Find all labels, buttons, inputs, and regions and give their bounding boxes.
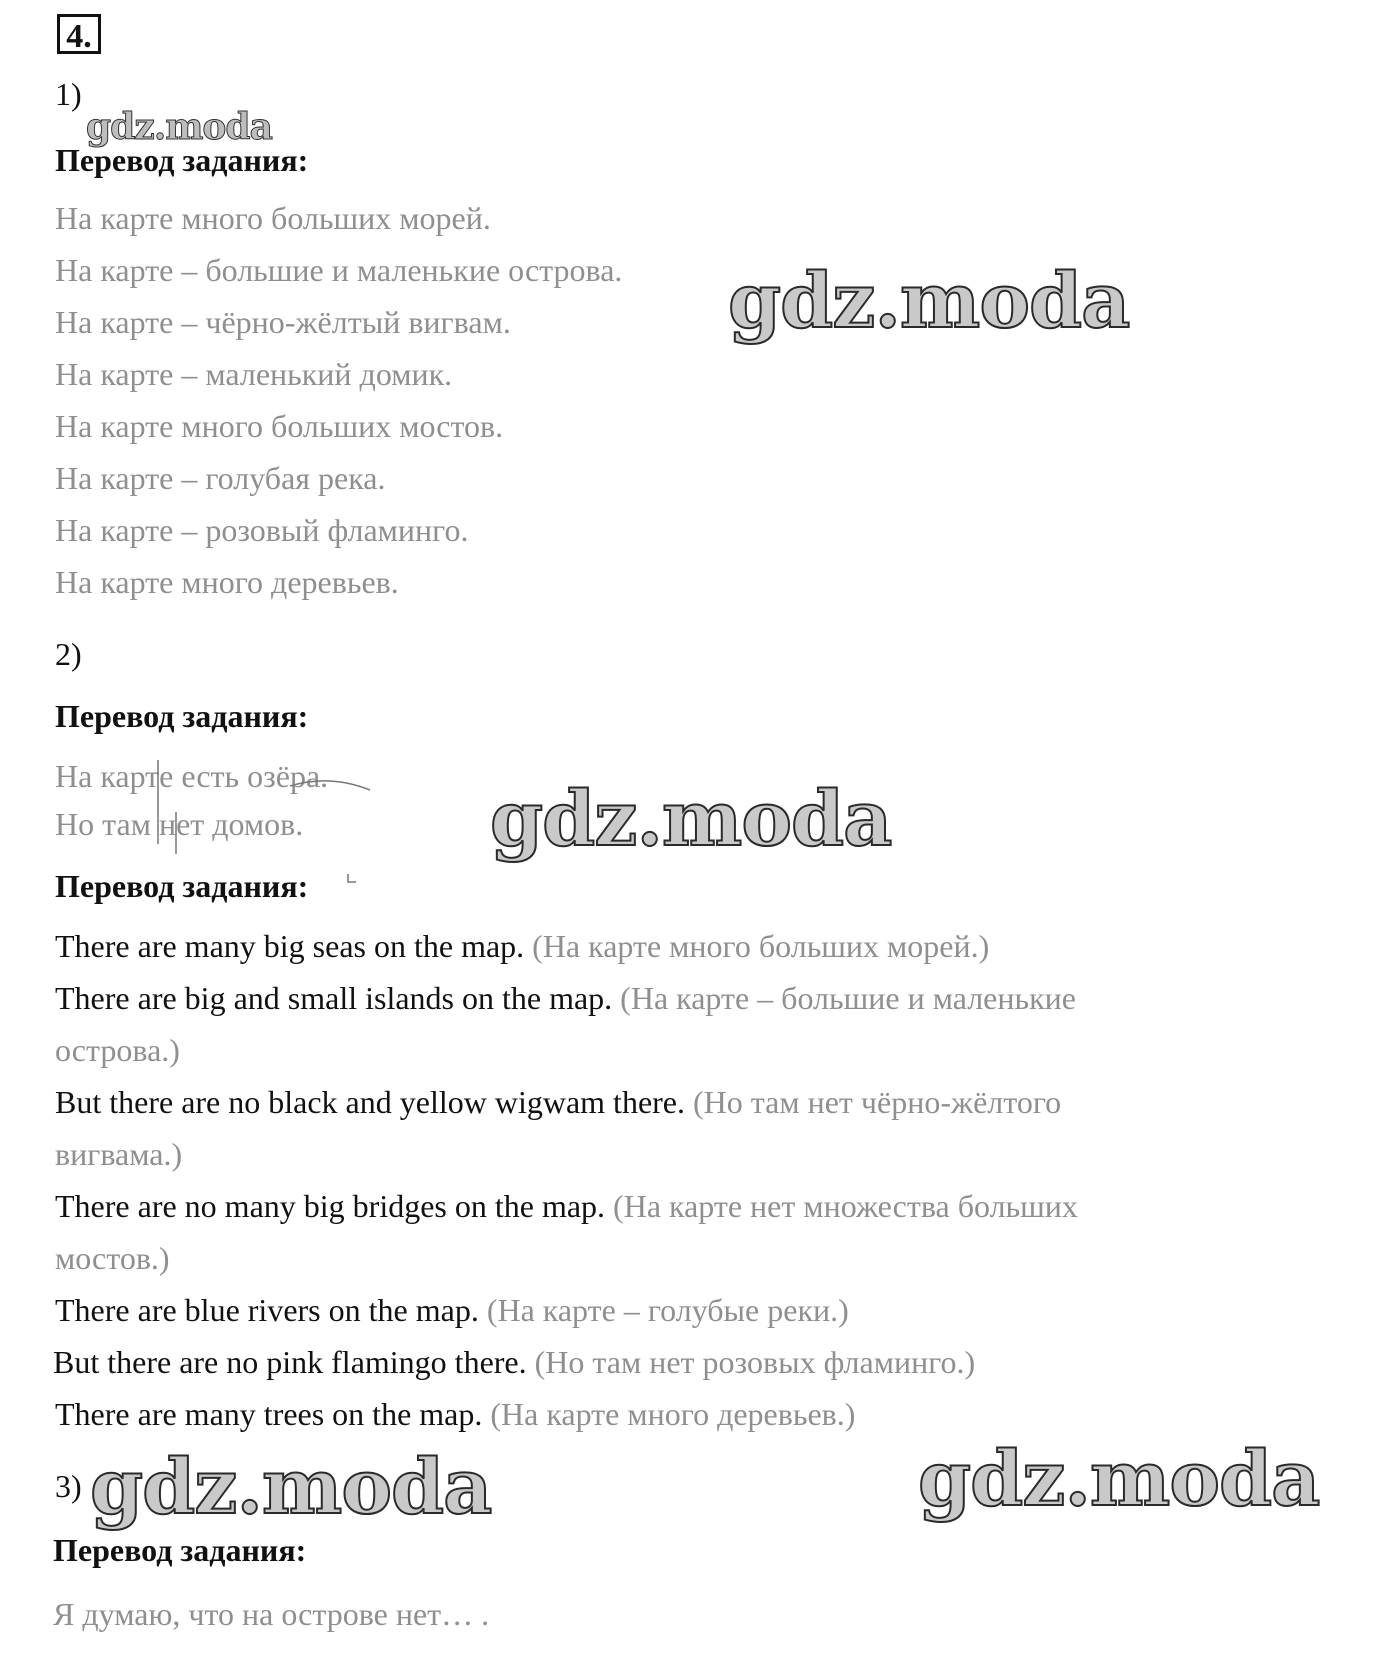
part-2-line: На карте есть озёра. xyxy=(55,758,329,794)
part-1-line: На карте много больших морей. xyxy=(55,200,491,236)
watermark: gdz.moda xyxy=(918,1434,1320,1523)
part-1-line: На карте – розовый фламинго. xyxy=(55,512,469,548)
part-1-line: На карте – чёрно-жёлтый вигвам. xyxy=(55,304,511,340)
part-3-label: 3) xyxy=(55,1468,82,1504)
watermark-small: gdz.moda xyxy=(86,106,272,148)
answer-ru: (На карте – голубые реки.) xyxy=(486,1292,849,1328)
answer-line xyxy=(55,1084,1061,1121)
answer-line xyxy=(55,980,1076,1017)
answer-en: There are many big seas on the map. xyxy=(55,928,525,964)
part-1-line: На карте много деревьев. xyxy=(55,564,399,600)
answer-ru: (Но там нет розовых фламинго.) xyxy=(534,1344,976,1380)
answer-line xyxy=(55,928,989,965)
part-1-label: 1) xyxy=(55,76,82,112)
answer-ru: (На карте много больших морей.) xyxy=(532,928,990,964)
answer-line xyxy=(55,1396,855,1433)
answer-en: But there are no pink flamingo there. xyxy=(53,1344,527,1380)
answer-en: There are blue rivers on the map. xyxy=(55,1292,479,1328)
part-1-line: На карте – большие и маленькие острова. xyxy=(55,252,623,288)
answer-ru-continued: мостов.) xyxy=(55,1240,170,1276)
answer-en: There are many trees on the map. xyxy=(55,1396,483,1432)
part-1-heading: Перевод задания: xyxy=(55,142,309,178)
answer-line xyxy=(55,1188,1078,1225)
part-1-line: На карте много больших мостов. xyxy=(55,408,504,444)
watermark: gdz.moda xyxy=(490,774,892,863)
watermark: gdz.moda xyxy=(728,256,1130,345)
part-2-line: Но там нет домов. xyxy=(55,806,304,842)
answer-ru: (На карте – большие и маленькие xyxy=(620,980,1076,1016)
part-3-heading: Перевод задания: xyxy=(53,1532,307,1568)
answer-ru-continued: вигвама.) xyxy=(55,1136,183,1172)
answer-ru: (Но там нет чёрно-жёлтого xyxy=(693,1084,1062,1120)
answer-ru: (На карте много деревьев.) xyxy=(490,1396,856,1432)
part-2-heading-answers: Перевод задания: xyxy=(55,868,309,904)
part-2-label: 2) xyxy=(55,636,82,672)
exercise-number: 4. xyxy=(57,14,101,54)
watermark: gdz.moda xyxy=(90,1442,492,1531)
answer-en: There are big and small islands on the map. xyxy=(55,980,613,1016)
answer-line xyxy=(53,1344,975,1381)
answer-en: There are no many big bridges on the map. xyxy=(55,1188,606,1224)
part-3-line: Я думаю, что на острове нет… . xyxy=(53,1596,490,1632)
pencil-scribble xyxy=(140,754,420,884)
part-1-line: На карте – голубая река. xyxy=(55,460,386,496)
answer-ru-continued: острова.) xyxy=(55,1032,180,1068)
part-1-line: На карте – маленький домик. xyxy=(55,356,453,392)
answer-ru: (На карте нет множества больших xyxy=(613,1188,1078,1224)
answer-en: But there are no black and yellow wigwam there. xyxy=(55,1084,685,1120)
part-2-heading: Перевод задания: xyxy=(55,698,309,734)
answer-line xyxy=(55,1292,849,1329)
